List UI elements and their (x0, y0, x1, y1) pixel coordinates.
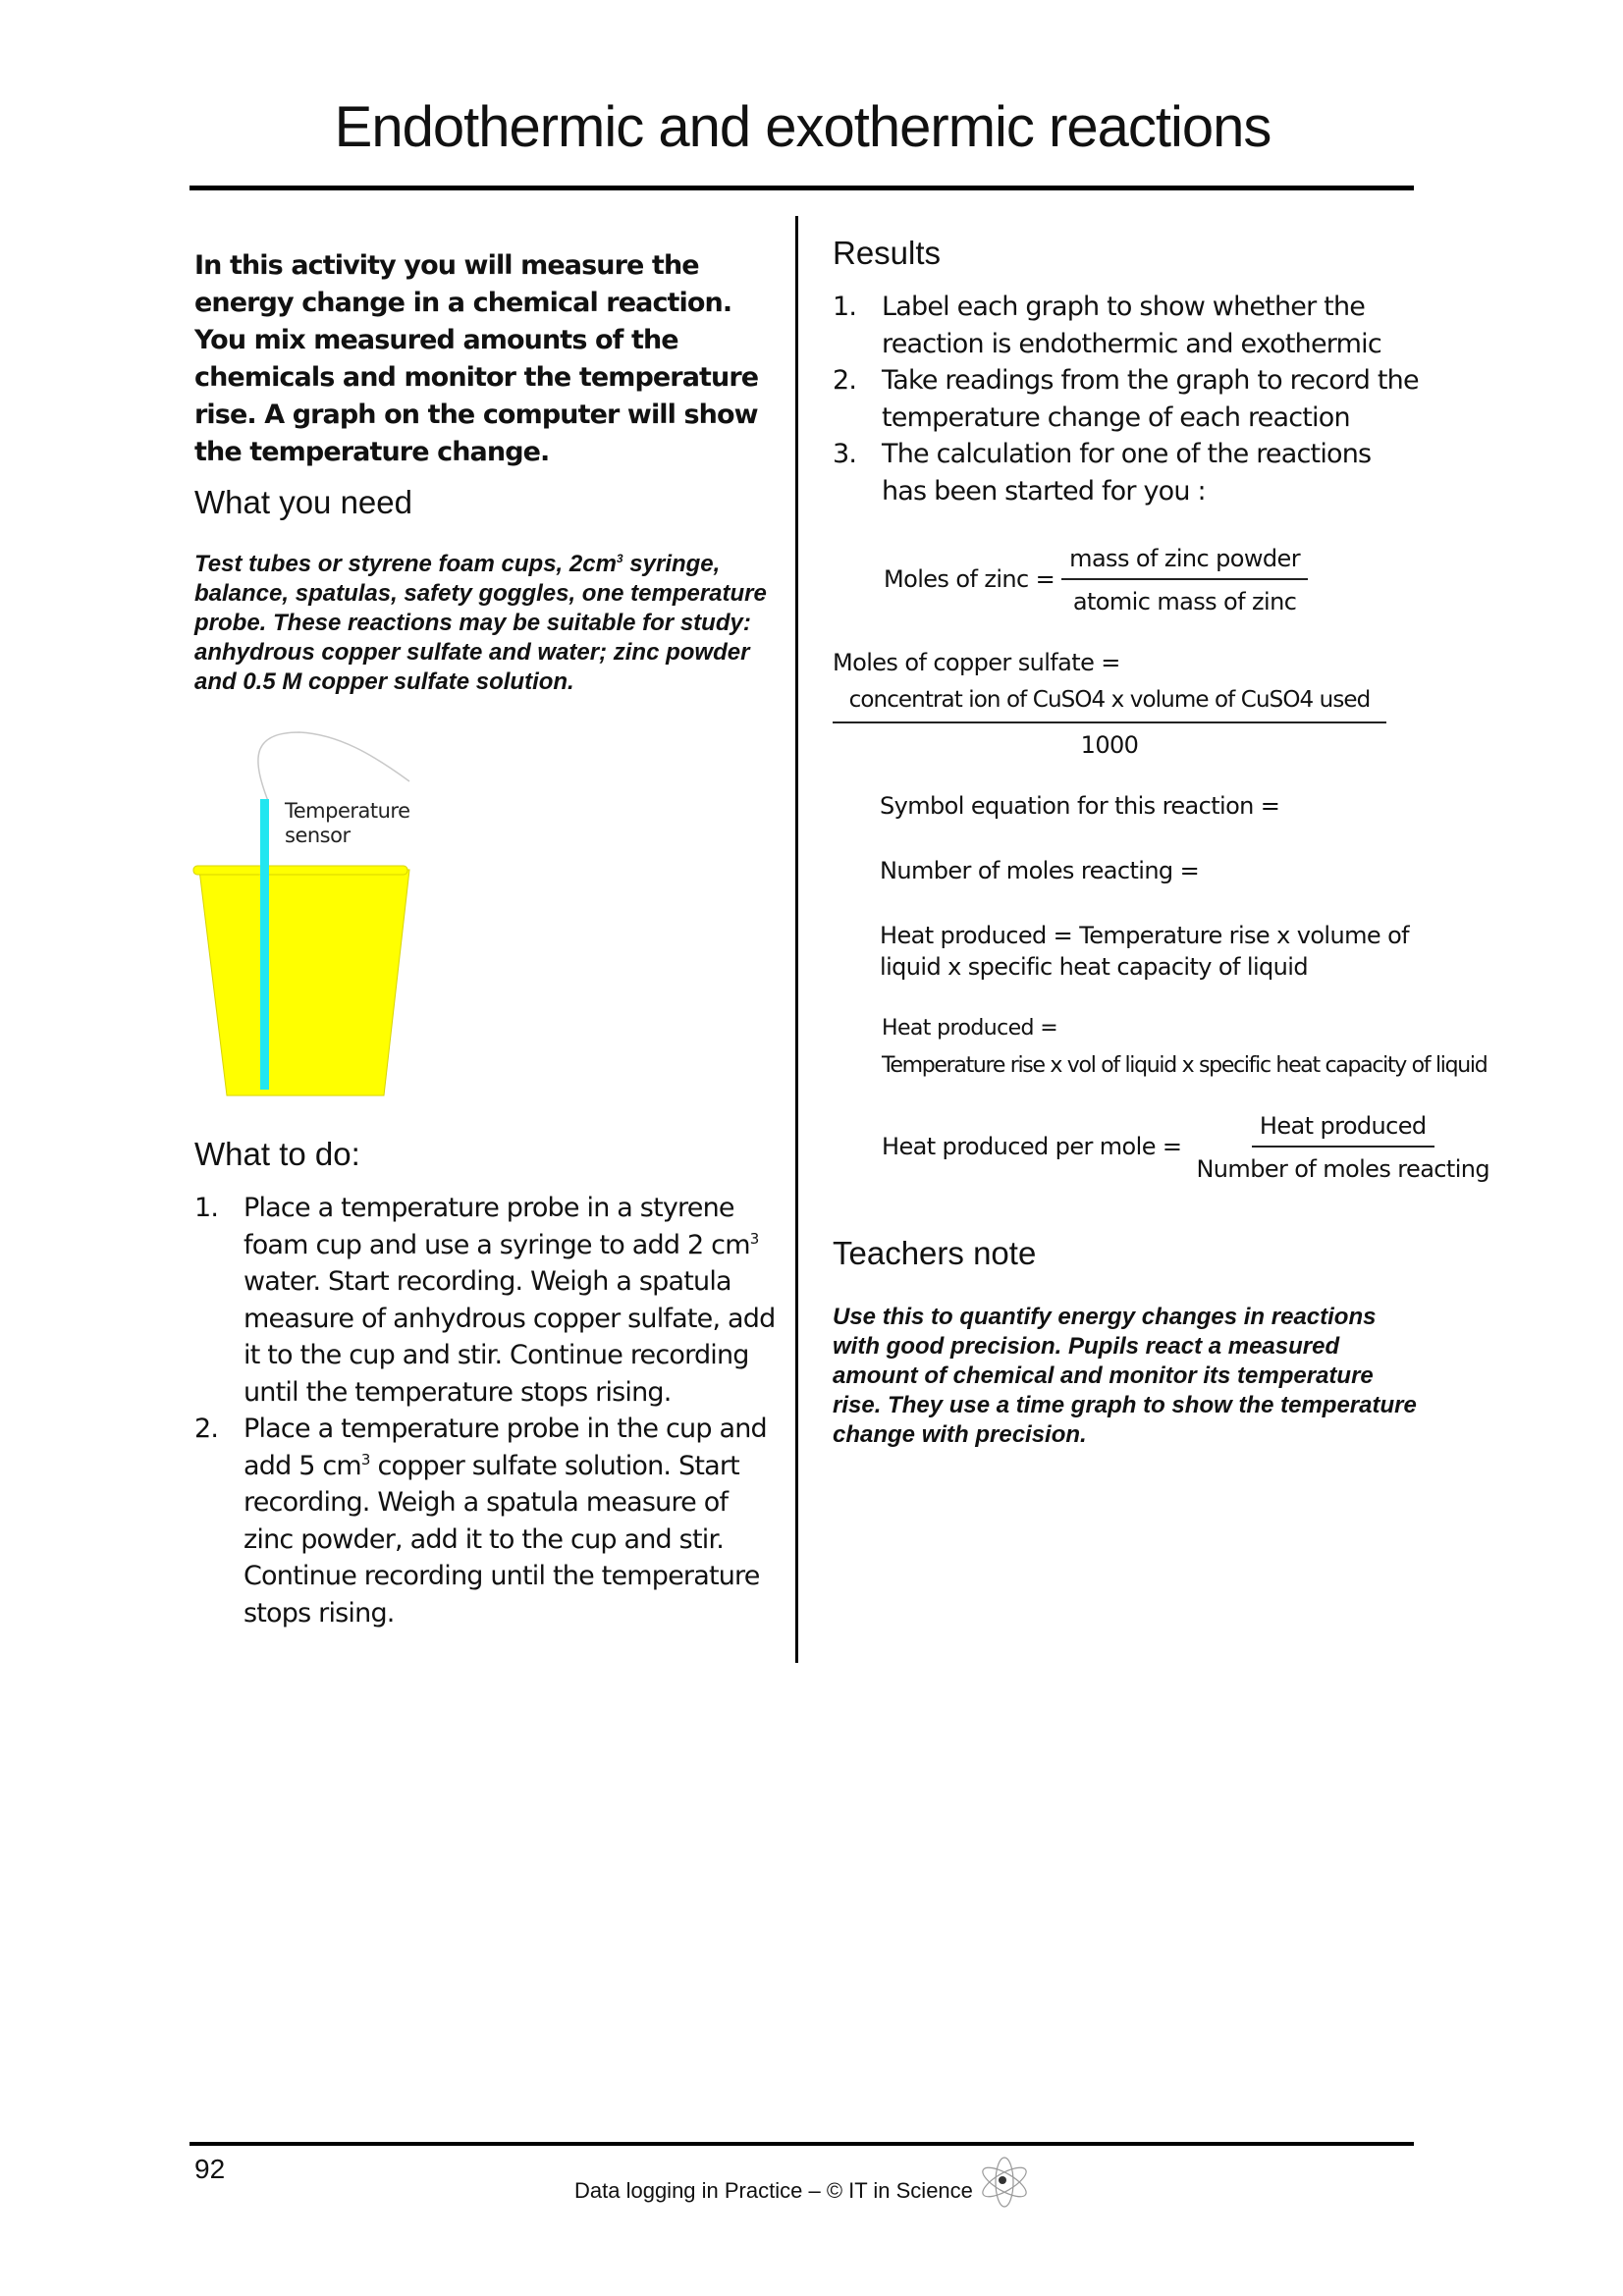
cup-rim (193, 866, 407, 875)
list-item-text: Place a temperature probe in a styrene foam cup and use a syringe to add 2 cm (243, 1193, 750, 1260)
fraction-numerator: Heat produced (1252, 1110, 1434, 1148)
cup-body (199, 870, 409, 1095)
fraction-denominator: 1000 (1080, 731, 1139, 759)
moles-reacting-prompt: Number of moles reacting = (880, 857, 1200, 884)
teachers-note-heading: Teachers note (833, 1235, 1037, 1271)
temperature-probe (260, 799, 269, 1090)
list-item-text: Take readings from the graph to record the temperature change of each reaction (882, 365, 1419, 433)
results-heading: Results (833, 235, 942, 271)
list-item (194, 1411, 782, 1631)
list-item-number: 2. (833, 365, 857, 396)
fraction-denominator: atomic mass of zinc (1072, 588, 1297, 615)
what-to-do-list (194, 1190, 782, 1631)
fraction-numerator: mass of zinc powder (1061, 543, 1308, 580)
column-divider (795, 216, 798, 1663)
list-item-text-cont: water. Start recording. Weigh a spatula measure of anhydrous copper sulfate, add it to the cup and stir. Continue recording until the temperature stops rising. (243, 1266, 776, 1408)
moles-of-copper-sulfate-label: Moles of copper sulfate = (833, 649, 1120, 676)
list-item-number: 1. (833, 292, 857, 322)
diagram-container (194, 730, 489, 1115)
intro-paragraph: In this activity you will measure the energy change in a chemical reaction. You mix measured amounts of the chemicals and monitor the temperature rise. A graph on the computer will show the temperature change. (194, 250, 759, 467)
results-list (833, 289, 1422, 509)
list-item (833, 362, 1422, 436)
fraction (1188, 1110, 1497, 1185)
sensor-label-line-1: Temperature (285, 799, 410, 823)
list-item (833, 289, 1422, 362)
list-item-text-cont: copper sulfate solution. Start recording. Weigh a spatula measure of zinc powder, add it to the cup and stir. Continue recording until the temperature stops rising. (243, 1450, 760, 1629)
fraction-numerator: concentrat ion of CuSO4 x volume of CuSO4 used (833, 684, 1386, 723)
what-to-do-heading: What to do: (194, 1136, 360, 1172)
moles-of-copper-sulfate-formula (833, 684, 1386, 761)
sensor-wire (258, 732, 409, 801)
cup-and-sensor-diagram (191, 730, 447, 1113)
fraction (833, 684, 1386, 761)
equipment-text-start: Test tubes or styrene foam cups, 2cm (194, 551, 617, 577)
list-item-number: 1. (194, 1193, 219, 1223)
list-item-number: 3. (833, 439, 857, 469)
right-column (833, 234, 1490, 1450)
sensor-label-line-2: sensor (285, 824, 351, 847)
sensor-label (285, 799, 410, 848)
formula-lhs: Moles of zinc = (884, 565, 1055, 593)
page-title: Endothermic and exothermic reactions (334, 95, 1271, 159)
symbol-equation-prompt: Symbol equation for this reaction = (880, 792, 1280, 820)
list-item-text: Place a temperature probe in the cup and add 5 cm (243, 1414, 767, 1481)
list-item-text: The calculation for one of the reactions has been started for you : (882, 439, 1372, 507)
title-divider (189, 186, 1414, 190)
heat-produced-formula: Heat produced = Temperature rise x volume of liquid x specific heat capacity of liquid (880, 922, 1410, 981)
list-item-text: Label each graph to show whether the reaction is endothermic and exothermic (882, 292, 1381, 359)
what-you-need-heading: What you need (194, 484, 412, 520)
atom-nucleus (999, 2176, 1006, 2184)
heat-produced-label: Heat produced = (882, 1016, 1058, 1041)
left-column (194, 247, 782, 1631)
superscript-3: 3 (616, 552, 623, 565)
list-item (194, 1190, 782, 1411)
what-you-need-text (194, 550, 782, 697)
teachers-note-text: Use this to quantify energy changes in reactions with good precision. Pupils react a measured amount of chemical and monitor its temperature rise. They use a time graph to show the temperature change with precision. (833, 1304, 1417, 1448)
moles-of-zinc-formula (884, 543, 1308, 617)
page-number: 92 (194, 2154, 226, 2184)
equipment-text-end: syringe, balance, spatulas, safety goggles, one temperature probe. These reactions may be suitable for study: anhydrous copper sulfate and water; zinc powder and 0.5 M copper sulfate solution. (194, 551, 767, 695)
fraction (1061, 543, 1308, 617)
atom-icon (982, 2156, 1027, 2209)
fraction-denominator: Number of moles reacting (1196, 1155, 1490, 1183)
heat-per-mole-formula (882, 1110, 1497, 1185)
heat-produced-expression: Temperature rise x vol of liquid x specific heat capacity of liquid (882, 1053, 1488, 1078)
list-item-number: 2. (194, 1414, 219, 1444)
superscript-3: 3 (749, 1229, 759, 1248)
superscript-3: 3 (360, 1450, 370, 1468)
footer-copyright: Data logging in Practice – © IT in Science (574, 2178, 973, 2203)
list-item (833, 436, 1422, 509)
footer-divider (189, 2142, 1414, 2146)
formula-lhs: Heat produced per mole = (882, 1133, 1182, 1160)
